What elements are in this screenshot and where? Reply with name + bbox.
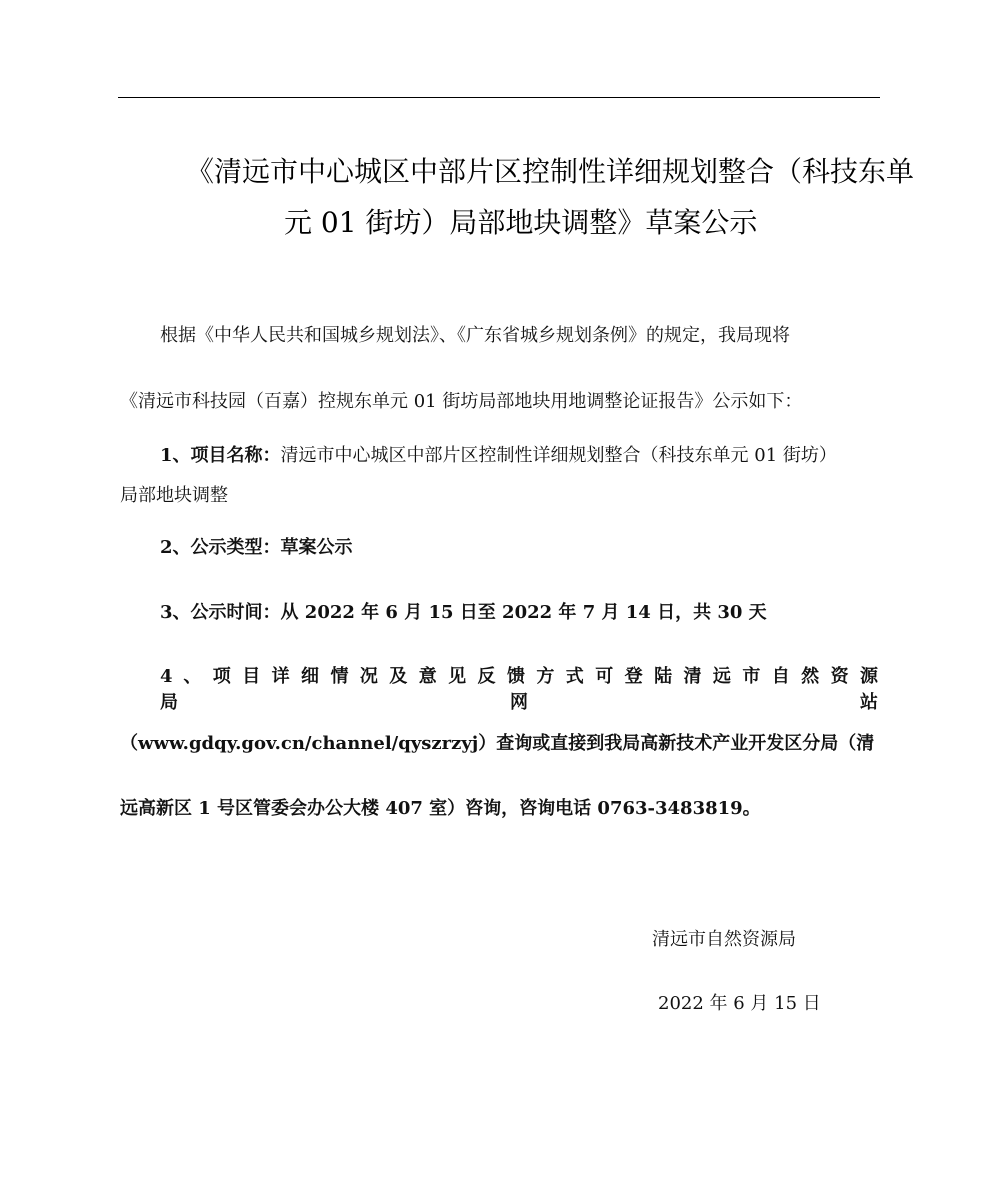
document-title-line-1: 《清远市中心城区中部片区控制性详细规划整合（科技东单 [186,155,915,188]
intro-paragraph-line-2: 《清远市科技园（百嘉）控规东单元 01 街坊局部地块用地调整论证报告》公示如下： [120,391,803,412]
item-1-text: 清远市中心城区中部片区控制性详细规划整合（科技东单元 01 街坊） [280,445,837,466]
item-1-label: 1、项目名称： [160,445,281,466]
item-2: 2、公示类型：草案公示 [160,537,353,558]
signature-date: 2022 年 6 月 15 日 [658,993,821,1014]
intro-paragraph-line-1: 根据《中华人民共和国城乡规划法》、《广东省城乡规划条例》的规定，我局现将 [160,325,790,346]
item-4-line-2: （www.gdqy.gov.cn/channel/qyszrzyj）查询或直接到我局高新技术产业开发区分局（清 [120,733,875,754]
item-1-line-2: 局部地块调整 [120,485,228,506]
signature-organization: 清远市自然资源局 [652,929,796,950]
item-3: 3、公示时间：从 2022 年 6 月 15 日至 2022 年 7 月 14 日，共 30 天 [160,602,767,623]
item-1-line-1 [160,441,837,467]
item-4-line-3: 远高新区 1 号区管委会办公大楼 407 室）咨询，咨询电话 0763-3483819。 [120,798,761,819]
document-title-line-2: 元 01 街坊）局部地块调整》草案公示 [284,206,758,239]
item-4-line-1: 4 、 项 目 详 细 情 况 及 意 见 反 馈 方 式 可 登 陆 清 远 市 自 然 资 源 局 网 站 [160,666,880,713]
header-rule [118,97,880,98]
